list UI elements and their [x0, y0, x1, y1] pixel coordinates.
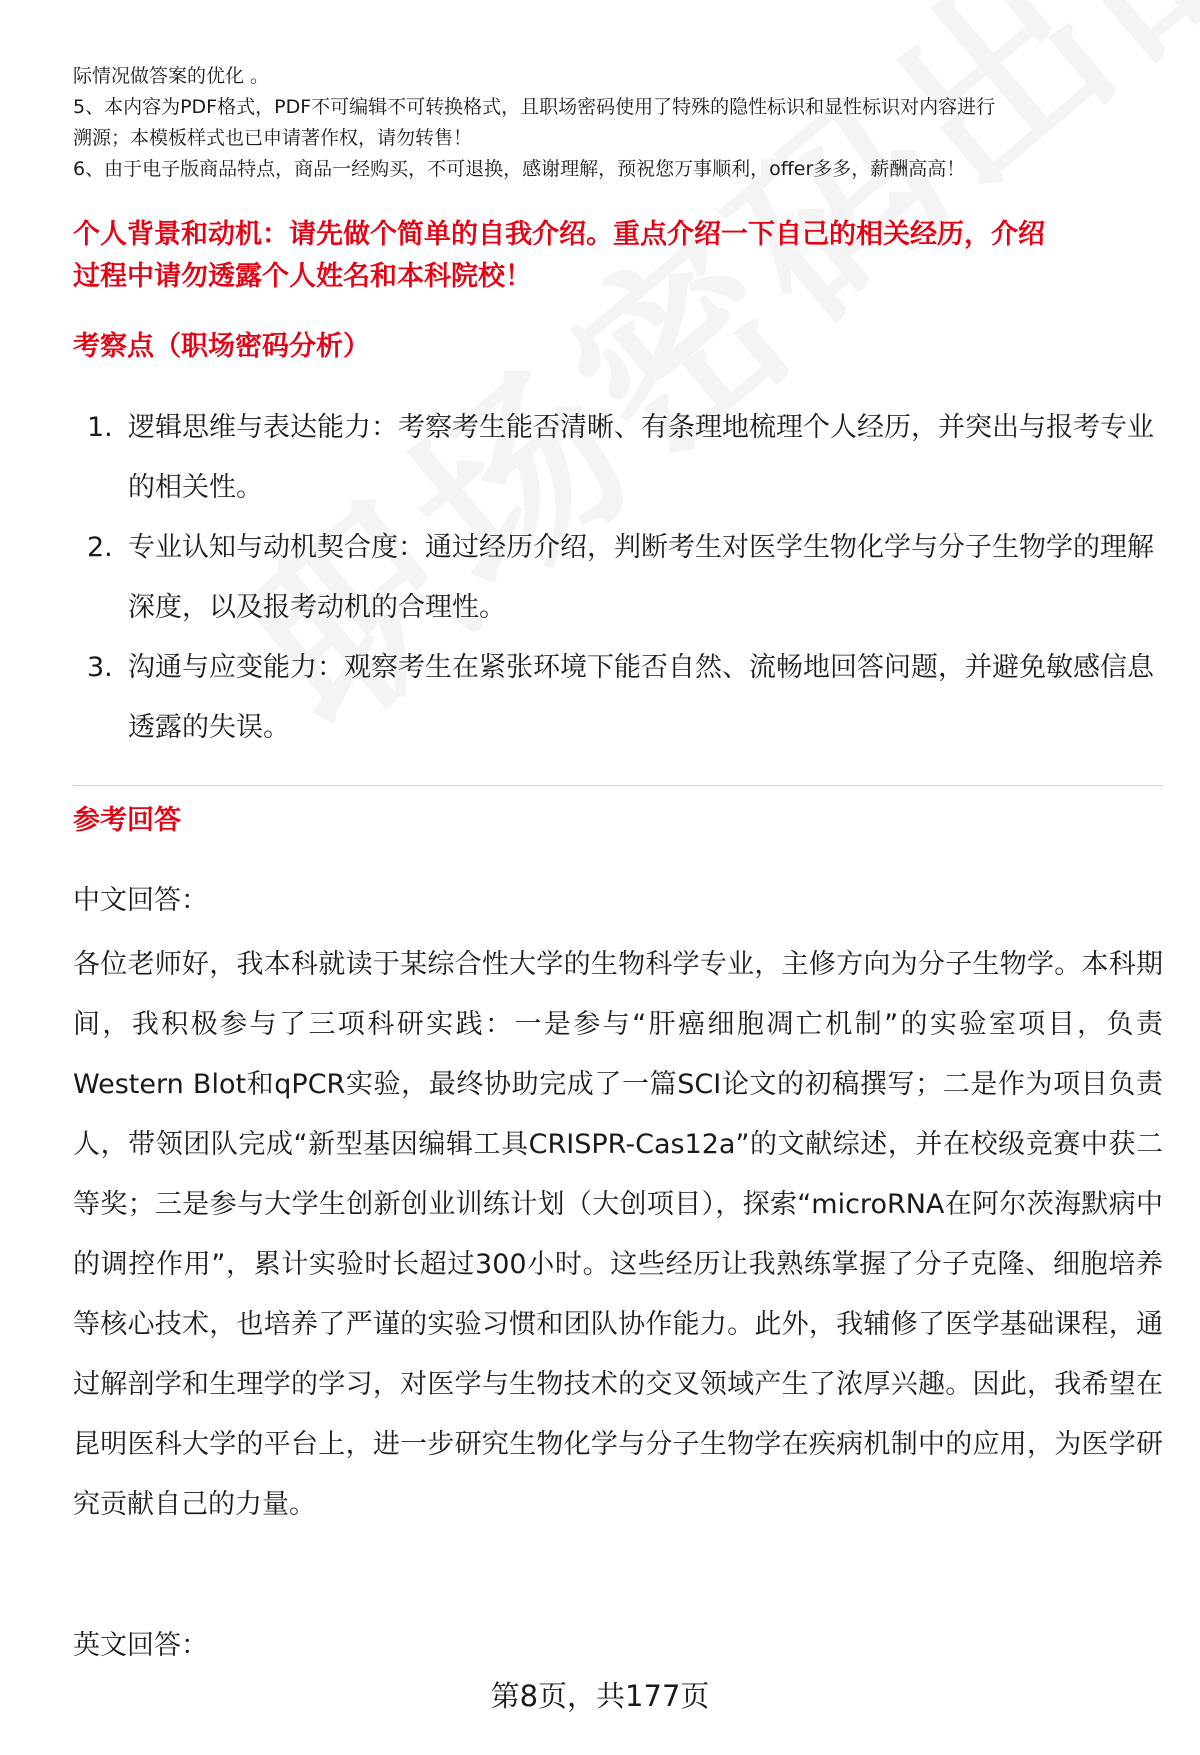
notice-line-2: 5、本内容为PDF格式，PDF不可编辑不可转换格式，且职场密码使用了特殊的隐性标识和显性标识对内容进行 [73, 96, 996, 118]
point-item [73, 518, 1163, 638]
question-line-1: 个人背景和动机：请先做个简单的自我介绍。重点介绍一下自己的相关经历，介绍 [73, 219, 1045, 250]
question-line-2: 过程中请勿透露个人姓名和本科院校！ [73, 261, 532, 292]
answer-heading: 参考回答 [73, 805, 181, 836]
chinese-answer-text: 各位老师好，我本科就读于某综合性大学的生物科学专业，主修方向为分子生物学。本科期间，我积极参与了三项科研实践：一是参与“肝癌细胞凋亡机制”的实验室项目，负责Western Blot和qPCR实验，最终协助完成了一篇SCI论文的初稿撰写；二是作为项目负责人，带领团队完成“新型基因编辑工具CRISPR-Cas12a”的文献综述，并在校级竞赛中获二等奖；三是参与大学生创新创业训练计划（大创项目），探索“microRNA在阿尔茨海默病中的调控作用”，累计实验时长超过300小时。这些经历让我熟练掌握了分子克隆、细胞培养等核心技术，也培养了严谨的实验习惯和团队协作能力。此外，我辅修了医学基础课程，通过解剖学和生理学的学习，对医学与生物技术的交叉领域产生了浓厚兴趣。因此，我希望在昆明医科大学的平台上，进一步研究生物化学与分子生物学在疾病机制中的应用，为医学研究贡献自己的力量。 [73, 949, 1163, 1520]
points-heading: 考察点（职场密码分析） [73, 331, 370, 362]
point-text: 专业认知与动机契合度：通过经历介绍，判断考生对医学生物化学与分子生物学的理解深度，以及报考动机的合理性。 [128, 532, 1154, 623]
notice-line-3: 溯源；本模板样式也已申请著作权，请勿转售！ [73, 127, 473, 149]
point-number: 1. [87, 412, 113, 443]
point-text: 沟通与应变能力：观察考生在紧张环境下能否自然、流畅地回答问题，并避免敏感信息透露的失误。 [128, 652, 1154, 743]
point-text: 逻辑思维与表达能力：考察考生能否清晰、有条理地梳理个人经历，并突出与报考专业的相关性。 [128, 412, 1154, 503]
notice-line-1: 际情况做答案的优化 。 [73, 65, 270, 87]
point-number: 3. [87, 652, 113, 683]
point-item [73, 398, 1163, 518]
chinese-answer-label: 中文回答： [73, 885, 208, 916]
points-list [73, 398, 1163, 758]
point-item [73, 638, 1163, 758]
section-divider [73, 785, 1163, 786]
english-answer-label: 英文回答： [73, 1630, 208, 1661]
notice-line-4: 6、由于电子版商品特点，商品一经购买，不可退换，感谢理解，预祝您万事顺利，offer多多，薪酬高高！ [73, 158, 966, 180]
point-number: 2. [87, 532, 113, 563]
page-number: 第8页，共177页 [490, 1679, 710, 1713]
